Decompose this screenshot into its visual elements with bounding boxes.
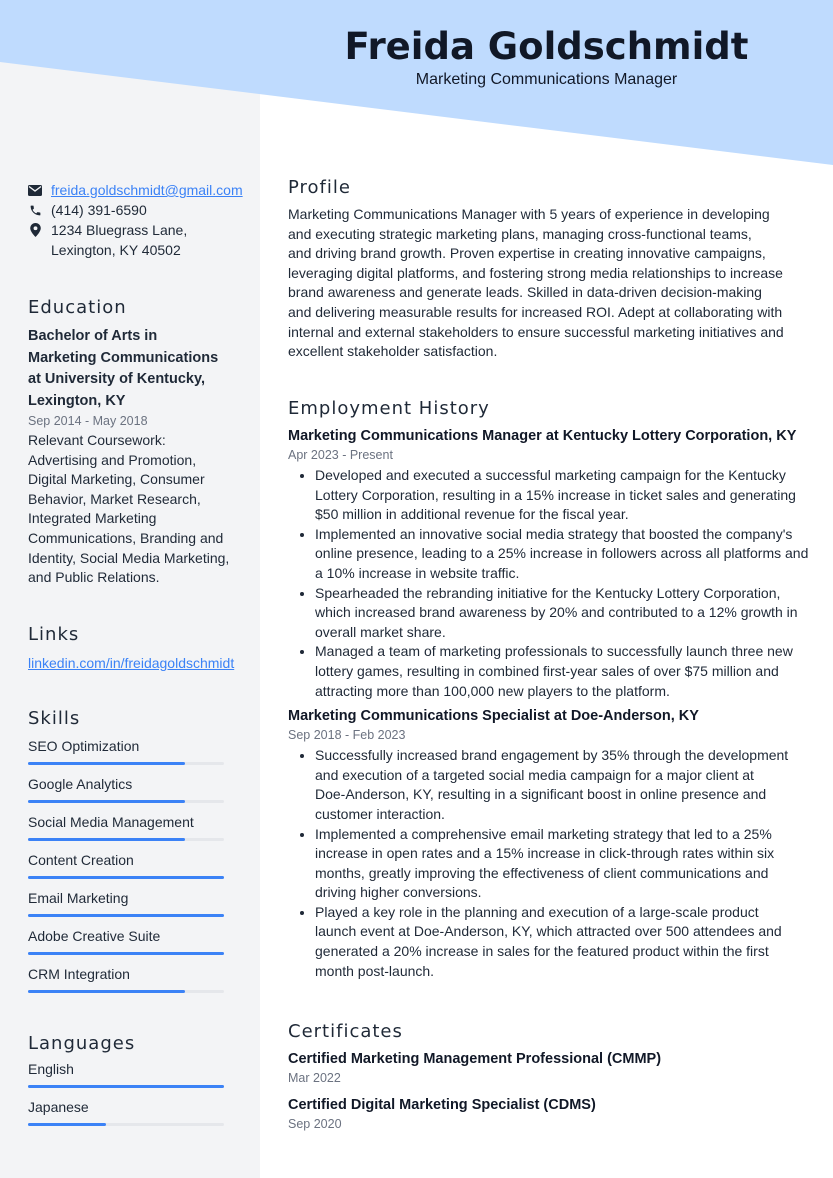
skill-level-fill [28,838,185,841]
skills-heading: Skills [28,708,81,729]
job-bullet [315,466,818,525]
education-heading: Education [28,297,127,318]
education-dates: Sep 2014 - May 2018 [28,414,148,428]
degree-line: Lexington, KY [28,392,126,409]
job-dates: Sep 2018 - Feb 2023 [288,728,406,743]
job-bullet [315,642,818,701]
languages-section [28,1032,244,1136]
skill-item [28,737,244,775]
language-label: Japanese [28,1099,89,1115]
language-item [28,1060,244,1098]
education-section [28,296,244,588]
bullet-line: overall market share. [315,623,446,640]
skill-label: Social Media Management [28,814,194,830]
skill-level-bar [28,838,224,841]
jobs-list [288,426,818,981]
coursework-line: Advertising and Promotion, [28,451,197,468]
coursework-line: Identity, Social Media Marketing, [28,549,230,566]
job-bullet [315,584,818,643]
skill-item [28,851,244,889]
certificate-entry [288,1049,808,1087]
envelope-icon [28,180,42,200]
bullet-line: generated a 20% increase in sales for the featured product within the first [315,943,769,960]
certificate-entry [288,1095,808,1133]
address-line-1: 1234 Bluegrass Lane, [51,222,188,238]
job-bullet [315,746,818,824]
bullet-line: Played a key role in the planning and execution of a large-scale product [315,903,759,920]
job-title: Marketing Communications Specialist at Doe-Anderson, KY [288,708,699,725]
bullet-line: Doe-Anderson, KY, resulting in a significant boost in online presence and [315,786,767,803]
skill-level-bar [28,914,224,917]
bullet-line: a 10% increase in website traffic. [315,564,520,581]
skill-level-bar [28,990,224,993]
coursework-line: Relevant Coursework: [28,432,166,448]
bullet-line: Successfully increased brand engagement by 35% through the development [315,747,789,764]
bullet-line: and execution of a targeted social media campaign for a major client at [315,766,754,783]
bullet-line: attracting more than 100,000 new players to the platform. [315,682,670,699]
degree-line: Bachelor of Arts in [28,328,158,344]
profile-line: and delivering measurable results for increased ROI. Adept at collaborating with [288,303,783,320]
languages-list [28,1060,244,1136]
bullet-line: Implemented a comprehensive email marketing strategy that led to a 25% [315,825,772,842]
coursework-line: and Public Relations. [28,569,160,586]
bullet-line: month post-launch. [315,962,435,979]
job-title: Marketing Communications Manager at Kentucky Lottery Corporation, KY [288,428,797,444]
profile-line: leveraging digital platforms, and fostering strong media relationships to increase [288,264,783,281]
job-bullets [288,746,818,981]
job-bullet [315,525,818,584]
skill-level-fill [28,762,185,765]
coursework-line: Communications, Branding and [28,529,224,546]
skill-level-bar [28,800,224,803]
coursework-line: Behavior, Market Research, [28,490,201,507]
skill-label: CRM Integration [28,966,130,982]
skill-level-fill [28,800,185,803]
links-heading: Links [28,624,80,645]
skills-section [28,707,244,1003]
skill-item [28,813,244,851]
coursework-line: Digital Marketing, Consumer [28,471,205,488]
certificates-heading: Certificates [288,1021,403,1042]
language-label: English [28,1061,74,1077]
skill-level-fill [28,990,185,993]
bullet-line: which increased brand awareness by 20% and contributed to a 12% growth in [315,604,798,621]
profile-line: Marketing Communications Manager with 5 years of experience in developing [288,206,770,222]
bullet-line: Managed a team of marketing professionals to successfully launch three new [315,643,793,660]
employment-section [288,397,818,981]
skill-item [28,775,244,813]
bullet-line: $50 million in additional revenue for the fiscal year. [315,506,629,523]
skill-label: Email Marketing [28,890,129,906]
skill-level-bar [28,762,224,765]
candidate-name: Freida Goldschmidt [344,25,749,68]
bullet-line: months, greatly improving the effectiveness of client communications and [315,864,769,881]
bullet-line: Spearheaded the rebranding initiative for the Kentucky Lottery Corporation, [315,584,781,601]
phone-icon [28,200,42,220]
skill-label: Adobe Creative Suite [28,928,161,944]
languages-heading: Languages [28,1033,136,1054]
language-item [28,1098,244,1136]
skill-item [28,889,244,927]
skill-level-fill [28,1085,224,1088]
bullet-line: lottery games, resulting in combined first-year sales of over $75 million and [315,662,779,679]
skill-level-fill [28,1123,106,1126]
bullet-line: customer interaction. [315,805,445,822]
skill-level-bar [28,1123,224,1126]
job-bullet [315,903,818,981]
job-entry [288,706,818,981]
contact-phone-row [28,200,244,220]
skill-label: Content Creation [28,852,134,868]
bullet-line: driving higher conversions. [315,884,482,901]
contact-block [28,180,244,260]
skill-level-bar [28,1085,224,1088]
coursework [28,431,244,588]
bullet-line: Developed and executed a successful marketing campaign for the Kentucky [315,467,786,483]
degree [28,326,244,412]
skills-list [28,737,244,1003]
coursework-line: Integrated Marketing [28,510,157,527]
skill-label: Google Analytics [28,776,133,792]
contact-address-row [28,220,244,260]
job-entry [288,426,818,701]
certificates-list [288,1049,808,1133]
skill-level-fill [28,952,224,955]
email-link[interactable]: freida.goldschmidt@gmail.com [51,182,243,198]
bullet-line: Lottery Corporation, resulting in a 15% increase in ticket sales and generating [315,486,796,503]
phone-number: (414) 391-6590 [51,202,147,218]
bullet-line: increase in open rates and a 15% increase in click-through rates within six [315,845,775,862]
degree-line: Marketing Communications [28,349,219,366]
profile-summary [288,205,808,362]
links-section [28,623,244,673]
profile-heading: Profile [288,177,351,198]
employment-heading: Employment History [288,398,490,419]
bullet-line: launch event at Doe-Anderson, KY, which attracted over 500 attendees and [315,923,782,940]
profile-section [288,176,808,362]
profile-line: and driving brand growth. Proven expertise in creating innovative campaigns, [288,245,766,262]
address [51,220,187,260]
profile-line: and executing strategic marketing plans, managing cross-functional teams, [288,225,752,242]
skill-item [28,927,244,965]
profile-line: internal and external stakeholders to ensure successful marketing initiatives and [288,323,784,340]
contact-email-row [28,180,244,200]
skill-level-fill [28,914,224,917]
map-pin-icon [28,220,42,240]
job-bullets [288,466,818,701]
certificate-date: Mar 2022 [288,1071,341,1085]
address-line-2: Lexington, KY 40502 [51,242,181,258]
profile-line: brand awareness and generate leads. Skilled in data-driven decision-making [288,284,762,301]
degree-line: at University of Kentucky, [28,371,206,387]
skill-level-bar [28,952,224,955]
skill-level-fill [28,876,224,879]
bullet-line: Implemented an innovative social media strategy that boosted the company's [315,525,793,542]
job-bullet [315,825,818,903]
skill-level-bar [28,876,224,879]
certificate-date: Sep 2020 [288,1117,342,1131]
certificates-section [288,1020,808,1133]
job-title: Marketing Communications Manager [415,71,678,88]
certificate-title: Certified Digital Marketing Specialist (CDMS) [288,1097,596,1113]
job-dates: Apr 2023 - Present [288,448,393,462]
skill-label: SEO Optimization [28,738,140,754]
certificate-title: Certified Marketing Management Professional (CMMP) [288,1051,662,1067]
profile-line: excellent stakeholder satisfaction. [288,343,498,360]
skill-item [28,965,244,1003]
linkedin-link[interactable]: linkedin.com/in/freidagoldschmidt [28,655,235,671]
bullet-line: online presence, leading to a 25% increase in followers across all platforms and [315,545,809,562]
